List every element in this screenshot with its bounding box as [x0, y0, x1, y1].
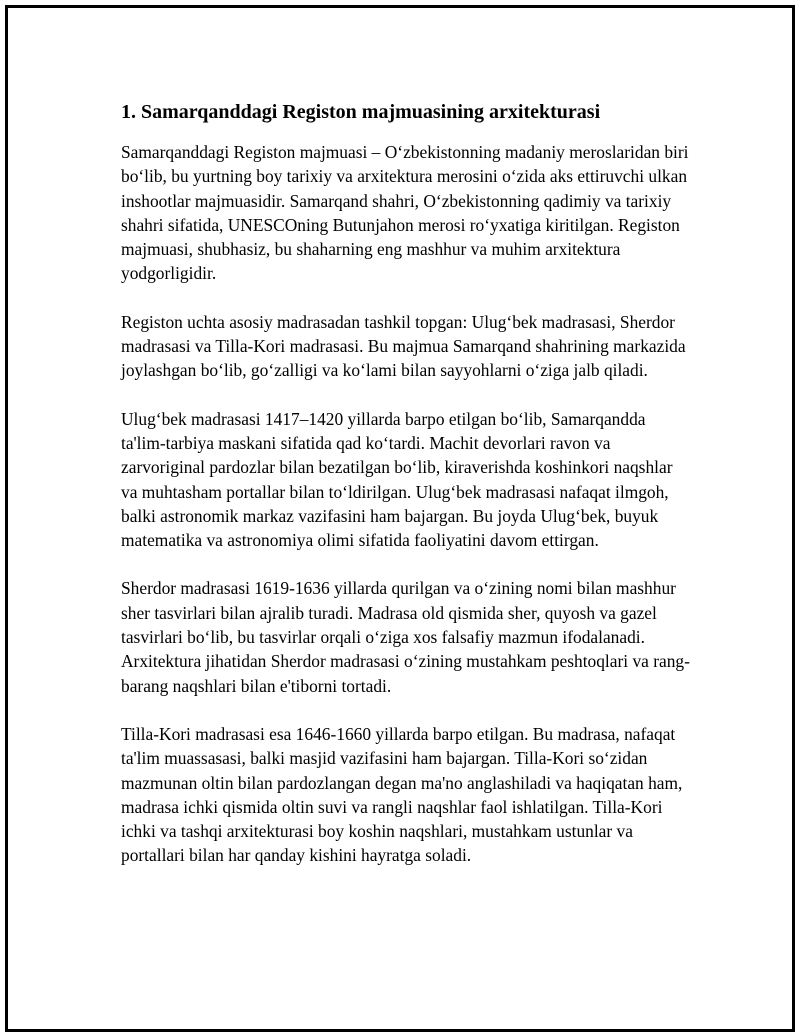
paragraph-intro: Samarqanddagi Registon majmuasi – O‘zbekistonning madaniy meroslaridan biri bo‘lib, bu yurtning boy tarixiy va arxitektura merosini o‘zida aks ettiruvchi ulkan inshootlar majmuasidir. Samarqand shahri, O‘zbekistonning qadimiy va tarixiy shahri sifatida, UNESCOning Butunjahon merosi ro‘yxatiga kiritilgan. Registon majmuasi, shubhasiz, bu shaharning eng mashhur va muhim arxitektura yodgorligidir. — [121, 142, 689, 284]
paragraph-sherdor-madrasa: Sherdor madrasasi 1619-1636 yillarda qurilgan va o‘zining nomi bilan mashhur sher tasvirlari bilan ajralib turadi. Madrasa old qismida sher, quyosh va gazel tasvirlari bo‘lib, bu tasvirlar orqali o‘ziga xos falsafiy mazmun ifodalanadi. Arxitektura jihatidan Sherdor madrasasi o‘zining mustahkam peshtoqlari va rang-barang naqshlari bilan e'tiborni tortadi. — [121, 578, 690, 696]
paragraph-tilla-kori-madrasa: Tilla-Kori madrasasi esa 1646-1660 yillarda barpo etilgan. Bu madrasa, nafaqat ta'lim muassasasi, balki masjid vazifasini ham bajargan. Tilla-Kori so‘zidan mazmunan oltin bilan pardozlangan degan ma'no anglashiladi va haqiqatan ham, madrasa ichki qismida oltin suvi va rangli naqshlar faol ishlatilgan. Tilla-Kori ichki va tashqi arxitekturasi boy koshin naqshlari, mustahkam ustunlar va portallari bilan har qanday kishini hayratga soladi. — [121, 723, 683, 866]
document-title: 1. Samarqanddagi Registon majmuasining arxitekturasi — [121, 101, 601, 123]
document-body — [121, 96, 691, 868]
paragraph-composition: Registon uchta asosiy madrasadan tashkil topgan: Ulug‘bek madrasasi, Sherdor madrasasi va Tilla-Kori madrasasi. Bu majmua Samarqand shahrining markazida joylashgan bo‘lib, go‘zalligi va ko‘lami bilan sayyohlarni o‘ziga jalb qiladi. — [121, 311, 686, 381]
paragraph-ulugbek-madrasa: Ulug‘bek madrasasi 1417–1420 yillarda barpo etilgan bo‘lib, Samarqandda ta'lim-tarbiya maskani sifatida qad ko‘tardi. Machit devorlari ravon va zarvoriginal pardozlar bilan bezatilgan bo‘lib, kiraverishda koshinkori naqshlar va muhtasham portallar bilan to‘ldirilgan. Ulug‘bek madrasasi nafaqat ilmgoh, balki astronomik markaz vazifasini ham bajargan. Bu joyda Ulug‘bek, buyuk matematika va astronomiya olimi sifatida faoliyatini davom ettirgan. — [121, 408, 673, 551]
page-frame — [5, 5, 795, 1032]
